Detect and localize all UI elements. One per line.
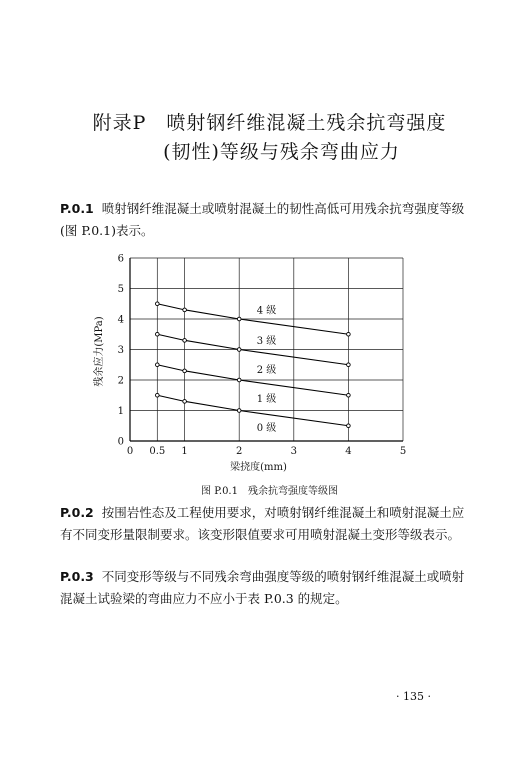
data-point <box>156 393 160 397</box>
x-tick-label: 2 <box>236 446 243 457</box>
x-tick-label: 0 <box>126 446 134 457</box>
data-point <box>347 393 351 397</box>
grade-label: 3 级 <box>256 335 277 347</box>
appendix-title-line2: (韧性)等级与残余弯曲应力 <box>163 141 400 163</box>
x-tick-label: 4 <box>345 446 352 457</box>
data-point <box>156 302 160 306</box>
data-point <box>237 348 241 352</box>
data-point <box>183 308 187 312</box>
y-tick-label: 3 <box>117 345 124 356</box>
y-tick-label: 2 <box>117 375 124 387</box>
appendix-title-line1: 附录P 喷射钢纤维混凝土残余抗弯强度 <box>92 112 447 134</box>
data-point <box>183 369 187 373</box>
data-point <box>156 363 160 367</box>
y-tick-label: 1 <box>117 406 124 417</box>
x-tick-label: 3 <box>290 446 297 457</box>
clause-text: 喷射钢纤维混凝土或喷射混凝土的韧性高低可用残余抗弯强度等级(图 P.0.1)表示。 <box>60 201 465 238</box>
figure-caption: 图 P.0.1 残余抗弯强度等级图 <box>201 486 338 497</box>
clause-text: 不同变形等级与不同残余弯曲强度等级的喷射钢纤维混凝土或喷射混凝土试验梁的弯曲应力不应小于表 P.0.3 的规定。 <box>60 569 465 606</box>
x-tick-label: 0.5 <box>149 446 166 457</box>
residual-strength-chart <box>88 248 418 480</box>
y-axis-label: 残余应力(MPa) <box>94 316 105 387</box>
page-number: · 135 · <box>396 690 431 703</box>
grade-label: 0 级 <box>256 422 277 434</box>
clause-number: P.0.1 <box>60 201 94 216</box>
data-point <box>156 332 160 336</box>
y-tick-label: 6 <box>117 253 124 265</box>
paragraph-p01 <box>60 198 465 242</box>
y-tick-label: 4 <box>117 314 124 326</box>
x-tick-label: 1 <box>181 446 188 457</box>
x-tick-label: 5 <box>399 446 407 457</box>
x-axis-label: 梁挠度(mm) <box>230 462 287 473</box>
clause-number: P.0.3 <box>60 569 94 584</box>
grade-label: 2 级 <box>256 364 277 376</box>
data-point <box>237 378 241 382</box>
grade-label: 4 级 <box>256 305 277 317</box>
data-point <box>237 409 241 413</box>
paragraph-p03 <box>60 566 465 610</box>
data-point <box>347 363 351 367</box>
data-point <box>347 332 351 336</box>
y-tick-label: 0 <box>117 436 124 448</box>
data-point <box>183 339 187 343</box>
paragraph-p02 <box>60 502 465 546</box>
data-point <box>347 424 351 428</box>
clause-text: 按围岩性态及工程使用要求，对喷射钢纤维混凝土和喷射混凝土应有不同变形量限制要求。该变形限值要求可用喷射混凝土变形等级表示。 <box>60 505 465 542</box>
data-point <box>183 400 187 404</box>
y-tick-label: 5 <box>117 284 124 295</box>
data-point <box>237 317 241 321</box>
grade-label: 1 级 <box>256 393 277 405</box>
clause-number: P.0.2 <box>60 505 94 520</box>
